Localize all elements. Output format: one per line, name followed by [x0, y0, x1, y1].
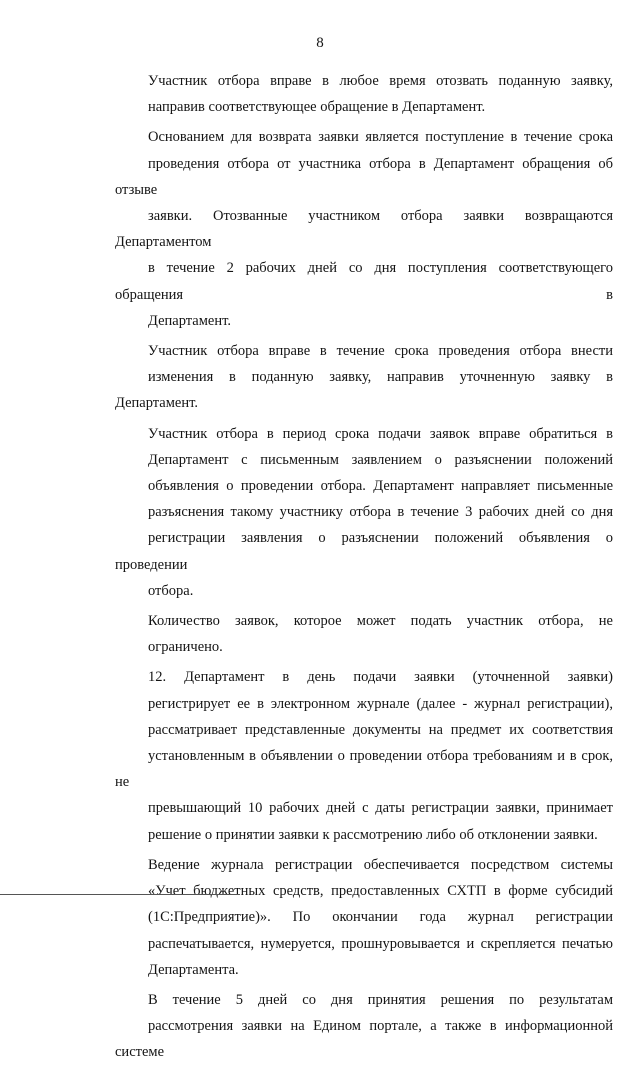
text-line: рассмотрения заявки на Едином портале, а также в информационной системе: [115, 1018, 613, 1061]
page-number: 8: [316, 35, 324, 51]
text-line: решение о принятии заявки к рассмотрению либо об отклонении заявки.: [148, 826, 598, 843]
text-line: установленным в объявлении о проведении отбора требованиям и в срок, не: [115, 748, 613, 791]
text-line: регистрации заявления о разъяснении положений объявления о проведении: [115, 530, 613, 573]
text-line: Департамент с письменным заявлением о разъяснении положений: [148, 451, 613, 468]
paragraph: [115, 608, 613, 660]
text-line: (1С:Предприятие)». По окончании года журнал регистрации: [148, 909, 613, 926]
text-line: ограничено.: [148, 639, 223, 656]
paragraph: [115, 421, 613, 604]
paragraph: [115, 852, 613, 983]
text-line: направив соответствующее обращение в Департамент.: [148, 99, 486, 116]
text-line: распечатывается, нумеруется, прошнуровывается и скрепляется печатью: [148, 935, 613, 952]
text-line: проведения отбора от участника отбора в Департамент обращения об отзыве: [115, 155, 613, 198]
text-line: изменения в поданную заявку, направив уточненную заявку в Департамент.: [115, 369, 613, 412]
text-line: Департамент.: [148, 312, 231, 329]
text-line: Количество заявок, которое может подать участник отбора, не: [148, 613, 613, 630]
document-body: [115, 68, 613, 1070]
text-line: Ведение журнала регистрации обеспечивается посредством системы: [148, 856, 613, 873]
text-line: В течение 5 дней со дня принятия решения по результатам: [148, 991, 613, 1008]
footer-divider: [0, 894, 240, 895]
text-line: заявки. Отозванные участником отбора заявки возвращаются Департаментом: [115, 208, 613, 251]
text-line: «Учет бюджетных средств, предоставленных СХТП в форме субсидий: [148, 883, 613, 900]
text-line: Участник отбора вправе в любое время отозвать поданную заявку,: [148, 73, 613, 89]
text-line: объявления о проведении отбора. Департамент направляет письменные: [148, 478, 613, 495]
text-line: отбора.: [148, 582, 194, 599]
text-line: в течение 2 рабочих дней со дня поступления соответствующего обращения в: [115, 260, 613, 303]
paragraph: [115, 68, 613, 120]
text-line: Участник отбора в период срока подачи заявок вправе обратиться в: [148, 425, 613, 442]
text-line: превышающий 10 рабочих дней с даты регистрации заявки, принимает: [148, 800, 613, 817]
text-line: регистрирует ее в электронном журнале (далее - журнал регистрации),: [148, 695, 613, 712]
text-line: Департамента.: [148, 961, 239, 978]
paragraph: [115, 987, 613, 1066]
text-line: 12. Департамент в день подачи заявки (уточненной заявки): [148, 669, 613, 686]
text-line: рассматривает представленные документы на предмет их соответствия: [148, 721, 613, 738]
text-line: Участник отбора вправе в течение срока проведения отбора внести: [148, 343, 613, 360]
text-line: разъяснения такому участнику отбора в течение 3 рабочих дней со дня: [148, 504, 613, 521]
paragraph: [115, 338, 613, 417]
paragraph: [115, 124, 613, 334]
text-line: Основанием для возврата заявки является поступление в течение срока: [148, 129, 613, 146]
paragraph: [115, 664, 613, 847]
